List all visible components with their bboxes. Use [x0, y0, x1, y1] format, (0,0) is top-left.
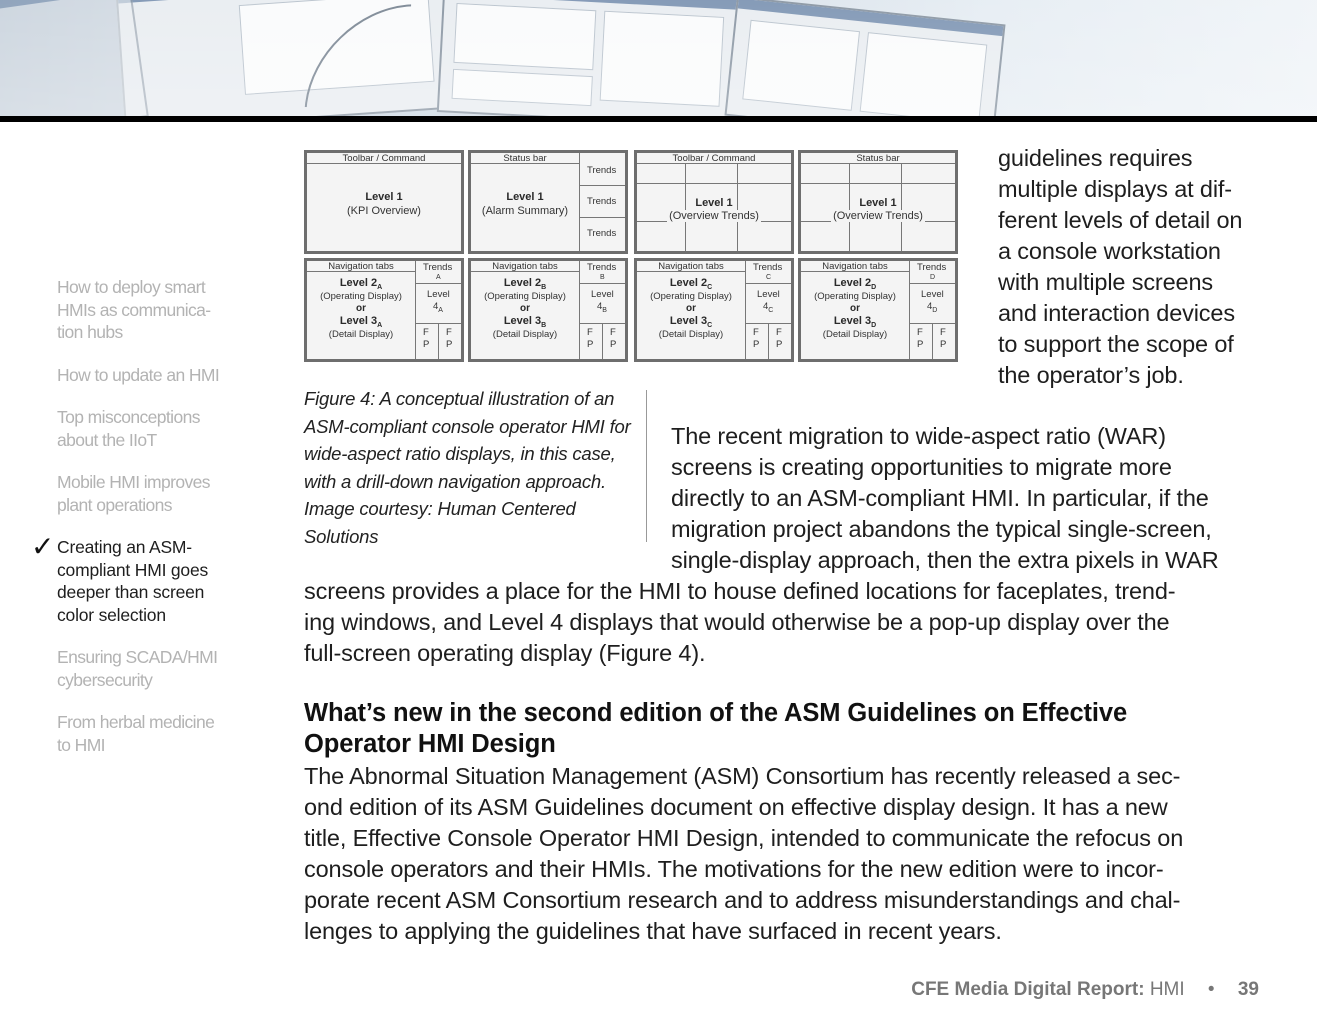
nav-item-label: Ensuring SCADA/HMI cybersecurity	[57, 647, 218, 690]
trends-label: Trends	[423, 262, 453, 273]
or-label: or	[850, 303, 860, 314]
level-4-label: Level	[921, 289, 944, 300]
faceplate-f: F	[423, 327, 429, 338]
operating-display-label: (Operating Display)	[650, 291, 732, 302]
trend-letter: A	[436, 274, 441, 281]
detail-display-label: (Detail Display)	[822, 329, 888, 340]
page-number: 39	[1237, 979, 1259, 1000]
header-rule	[0, 116, 1317, 122]
nav-item-label: How to update an HMI	[57, 364, 220, 385]
publication-name: CFE Media Digital Report:	[911, 979, 1145, 1000]
level-1-sub: (Overview Trends)	[669, 210, 759, 222]
caption-divider	[646, 390, 647, 542]
level-3-label: Level $3_D$	[833, 315, 877, 330]
nav-tabs-header: Navigation tabs	[307, 261, 415, 272]
panel-upper-screen	[634, 150, 794, 254]
text-line: The recent migration to wide-aspect ratio (WAR)	[671, 423, 1166, 449]
figure-panel-b	[468, 150, 628, 362]
level-1-sub: (Overview Trends)	[833, 210, 923, 222]
figure-panel-a	[304, 150, 464, 362]
level-4-num: $4_C$	[763, 301, 774, 314]
page-footer	[911, 978, 1259, 1002]
level-1-sub: (KPI Overview)	[347, 205, 421, 217]
section-heading	[304, 698, 1127, 760]
faceplate-f: F	[776, 327, 782, 338]
trends-label: Trends	[587, 262, 617, 273]
nav-item-label: How to deploy smart HMIs as communica- tion hubs	[57, 277, 211, 342]
faceplate-p: P	[753, 339, 760, 350]
body-paragraph-second-edition	[304, 761, 1183, 947]
text-line: ferent levels of detail on	[998, 207, 1243, 233]
text-line: lenges to applying the guidelines that have surfaced in recent years.	[304, 918, 1002, 944]
faceplate-f: F	[610, 327, 616, 338]
figure-panel-c	[634, 150, 794, 362]
or-label: or	[520, 303, 530, 314]
panel-header: Toolbar / Command	[307, 153, 461, 164]
trends-label: Trends	[587, 196, 617, 207]
operating-display-label: (Operating Display)	[814, 291, 896, 302]
text-line: single-display approach, then the extra pixels in WAR	[671, 547, 1219, 573]
panel-upper-screen	[798, 150, 958, 254]
figure-4-diagram	[304, 150, 958, 362]
nav-item-update-hmi[interactable]	[57, 364, 247, 387]
body-paragraph-war	[671, 421, 1219, 576]
or-label: or	[686, 303, 696, 314]
level-4-num: $4_A$	[433, 301, 443, 314]
panel-header: Status bar	[471, 153, 579, 164]
nav-item-mobile-hmi[interactable]	[57, 471, 247, 516]
level-3-label: Level $3_B$	[503, 315, 547, 330]
faceplate-p: P	[610, 339, 617, 350]
nav-tabs-header: Navigation tabs	[471, 261, 579, 272]
panel-lower-screen	[798, 258, 958, 362]
trends-label: Trends	[587, 228, 617, 239]
level-2-label: Level $2_B$	[503, 277, 547, 292]
level-4-label: Level	[757, 289, 780, 300]
text-line: and interaction devices	[998, 300, 1235, 326]
faceplate-p: P	[423, 339, 430, 350]
trend-letter: D	[930, 274, 936, 281]
faceplate-f: F	[753, 327, 759, 338]
footer-bullet: •	[1207, 979, 1215, 1000]
panel-lower-screen	[304, 258, 464, 362]
text-line: console operators and their HMIs. The motivations for the new edition were to incor-	[304, 856, 1164, 882]
nav-item-label: Mobile HMI improves plant operations	[57, 472, 210, 515]
level-4-num: $4_B$	[597, 301, 607, 314]
text-line: screens provides a place for the HMI to house defined locations for faceplates, trend-	[304, 578, 1176, 604]
nav-item-label: Creating an ASM- compliant HMI goes deeper than screen color selection	[57, 537, 209, 625]
nav-item-iiot-misconceptions[interactable]	[57, 406, 247, 451]
check-mark-icon: ✓	[31, 530, 55, 563]
faceplate-p: P	[446, 339, 453, 350]
trends-label: Trends	[587, 165, 617, 176]
heading-line: Operator HMI Design	[304, 730, 556, 758]
faceplate-f: F	[587, 327, 593, 338]
text-line: full-screen operating display (Figure 4).	[304, 640, 706, 666]
panel-lower-screen	[468, 258, 628, 362]
panel-upper-screen	[304, 150, 464, 254]
text-line: to support the scope of	[998, 331, 1234, 357]
level-1-label: Level 1	[506, 191, 544, 203]
nav-item-asm-compliant-hmi[interactable]	[31, 530, 247, 626]
heading-line: What’s new in the second edition of the ASM Guidelines on Effective	[304, 699, 1128, 727]
level-3-label: Level $3_C$	[669, 315, 713, 330]
figure-caption: Figure 4: A conceptual illustration of an ASM-compliant console operator HMI for wide-aspect ratio displays, in this case, with a drill-down navigation approach. Image courtesy: Human Centered Solutions	[304, 388, 631, 547]
trends-label: Trends	[753, 262, 783, 273]
text-line: multiple displays at dif-	[998, 176, 1232, 202]
level-4-num: $4_D$	[927, 301, 938, 314]
text-line: The Abnormal Situation Management (ASM) Consortium has recently released a sec-	[304, 763, 1181, 789]
nav-item-label: Top misconceptions about the IIoT	[57, 407, 200, 450]
operating-display-label: (Operating Display)	[320, 291, 402, 302]
body-paragraph-war-continued	[304, 576, 1175, 669]
nav-item-herbal-medicine[interactable]	[57, 711, 247, 756]
nav-item-scada-cybersecurity[interactable]	[57, 646, 247, 691]
text-line: ond edition of its ASM Guidelines document on effective display design. It has a new	[304, 794, 1168, 820]
text-line: ing windows, and Level 4 displays that would otherwise be a pop-up display over the	[304, 609, 1170, 635]
level-3-label: Level $3_A$	[339, 315, 383, 330]
trends-label: Trends	[917, 262, 947, 273]
nav-item-smart-hmi-hubs[interactable]	[57, 276, 247, 344]
detail-display-label: (Detail Display)	[492, 329, 558, 340]
nav-tabs-header: Navigation tabs	[801, 261, 909, 272]
level-1-label: Level 1	[365, 191, 403, 203]
text-line: the operator’s job.	[998, 362, 1184, 388]
panel-lower-screen	[634, 258, 794, 362]
panel-header: Status bar	[801, 153, 955, 164]
level-2-label: Level $2_C$	[669, 277, 713, 292]
trend-letter: C	[766, 274, 772, 281]
text-line: migration project abandons the typical single-screen,	[671, 516, 1212, 542]
nav-tabs-header: Navigation tabs	[637, 261, 745, 272]
text-line: guidelines requires	[998, 145, 1193, 171]
text-line: directly to an ASM-compliant HMI. In particular, if the	[671, 485, 1209, 511]
trend-letter: B	[600, 274, 605, 281]
body-paragraph-continued	[998, 143, 1242, 391]
text-line: screens is creating opportunities to migrate more	[671, 454, 1172, 480]
level-1-sub: (Alarm Summary)	[481, 205, 569, 217]
text-line: with multiple screens	[998, 269, 1213, 295]
panel-header: Toolbar / Command	[637, 153, 791, 164]
faceplate-p: P	[587, 339, 594, 350]
operating-display-label: (Operating Display)	[484, 291, 566, 302]
text-line: title, Effective Console Operator HMI Design, intended to communicate the refocus on	[304, 825, 1184, 851]
detail-display-label: (Detail Display)	[658, 329, 724, 340]
level-2-label: Level $2_D$	[833, 277, 877, 292]
faceplate-f: F	[446, 327, 452, 338]
faceplate-p: P	[776, 339, 783, 350]
level-4-label: Level	[427, 289, 450, 300]
detail-display-label: (Detail Display)	[328, 329, 394, 340]
level-2-label: Level $2_A$	[339, 277, 383, 292]
text-line: porate recent ASM Consortium research and to address misunderstandings and chal-	[304, 887, 1181, 913]
level-4-label: Level	[591, 289, 614, 300]
sidebar-nav	[31, 276, 247, 776]
faceplate-f: F	[917, 327, 923, 338]
report-topic: HMI	[1149, 979, 1185, 1000]
faceplate-f: F	[940, 327, 946, 338]
text-line: a console workstation	[998, 238, 1221, 264]
header-banner-image	[0, 0, 1317, 116]
or-label: or	[356, 303, 366, 314]
figure-panel-d	[798, 150, 958, 362]
level-1-label: Level 1	[859, 197, 897, 209]
faceplate-p: P	[940, 339, 947, 350]
panel-upper-screen	[468, 150, 628, 254]
faceplate-p: P	[917, 339, 924, 350]
nav-item-label: From herbal medicine to HMI	[57, 712, 215, 755]
level-1-label: Level 1	[695, 197, 733, 209]
